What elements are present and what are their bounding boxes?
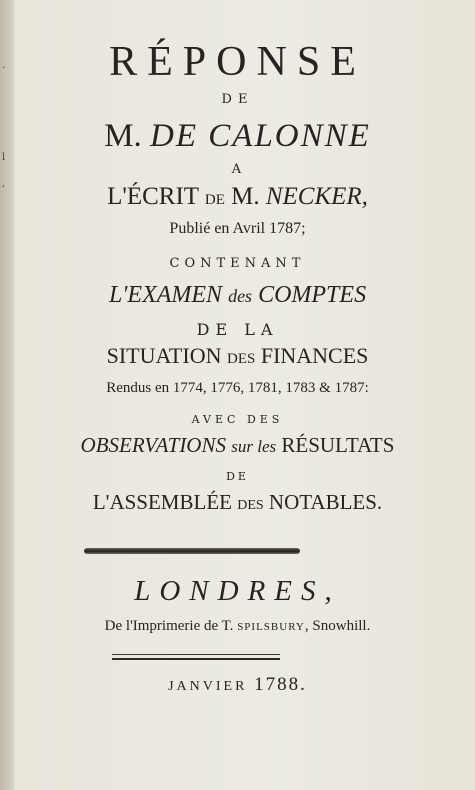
gutter-mark: l — [2, 152, 6, 163]
date-month: JANVIER — [168, 679, 248, 694]
ornamental-rule — [84, 548, 300, 554]
observations-line — [0, 433, 475, 458]
imprint-line — [0, 618, 475, 635]
double-rule-bottom — [112, 658, 280, 660]
ecrit-m: M. — [231, 183, 260, 210]
contenant-line: CONTENANT — [169, 256, 306, 271]
situation-des: DES — [226, 351, 256, 367]
printer-suffix: , Snowhill. — [304, 618, 371, 634]
date-year: 1788. — [254, 674, 307, 695]
a-line: A — [231, 162, 244, 177]
situation: SITUATION — [106, 343, 222, 368]
examen-des: des — [228, 286, 253, 306]
avec-des-line: AVEC DES — [191, 413, 284, 426]
assemblee-des: DES — [237, 498, 264, 513]
ecrit-line — [0, 183, 475, 211]
gutter-mark: , — [2, 178, 6, 189]
de-line-2: DE — [226, 470, 249, 483]
situation-line — [0, 343, 475, 369]
printer-name: SPILSBURY — [237, 621, 305, 633]
examen-2: COMPTES — [258, 282, 367, 308]
necker: NECKER, — [265, 183, 368, 210]
published-line: Publié en Avril 1787; — [169, 220, 306, 237]
rendus-line: Rendus en 1774, 1776, 1781, 1783 & 1787: — [106, 380, 369, 396]
double-rule-top — [112, 654, 280, 655]
assemblee-line — [0, 490, 475, 515]
date-line — [0, 674, 475, 696]
observations: OBSERVATIONS — [80, 433, 226, 457]
ecrit-rest: CRIT — [142, 183, 199, 210]
title: RÉPONSE — [109, 39, 366, 85]
notables: NOTABLES. — [268, 490, 383, 514]
de-la-line: DE LA — [196, 320, 279, 339]
resultats: RÉSULTATS — [281, 433, 395, 457]
finances: FINANCES — [260, 343, 369, 368]
obs-sur-les: sur les — [231, 437, 277, 456]
city-line: LONDRES, — [134, 575, 341, 607]
examen-line — [0, 282, 475, 309]
de-line-1: DE — [221, 92, 254, 107]
author-line — [0, 118, 475, 155]
author-prefix: M. — [104, 118, 142, 154]
assemblee: L'ASSEMBLÉE — [92, 490, 232, 514]
examen-1: L'EXAMEN — [108, 282, 223, 308]
ecrit-de: DE — [204, 192, 225, 208]
ecrit-first: L'É — [107, 183, 143, 210]
gutter-mark: . — [2, 60, 6, 71]
author-name: DE CALONNE — [150, 118, 371, 154]
printer-prefix: De l'Imprimerie de T. — [104, 618, 234, 634]
